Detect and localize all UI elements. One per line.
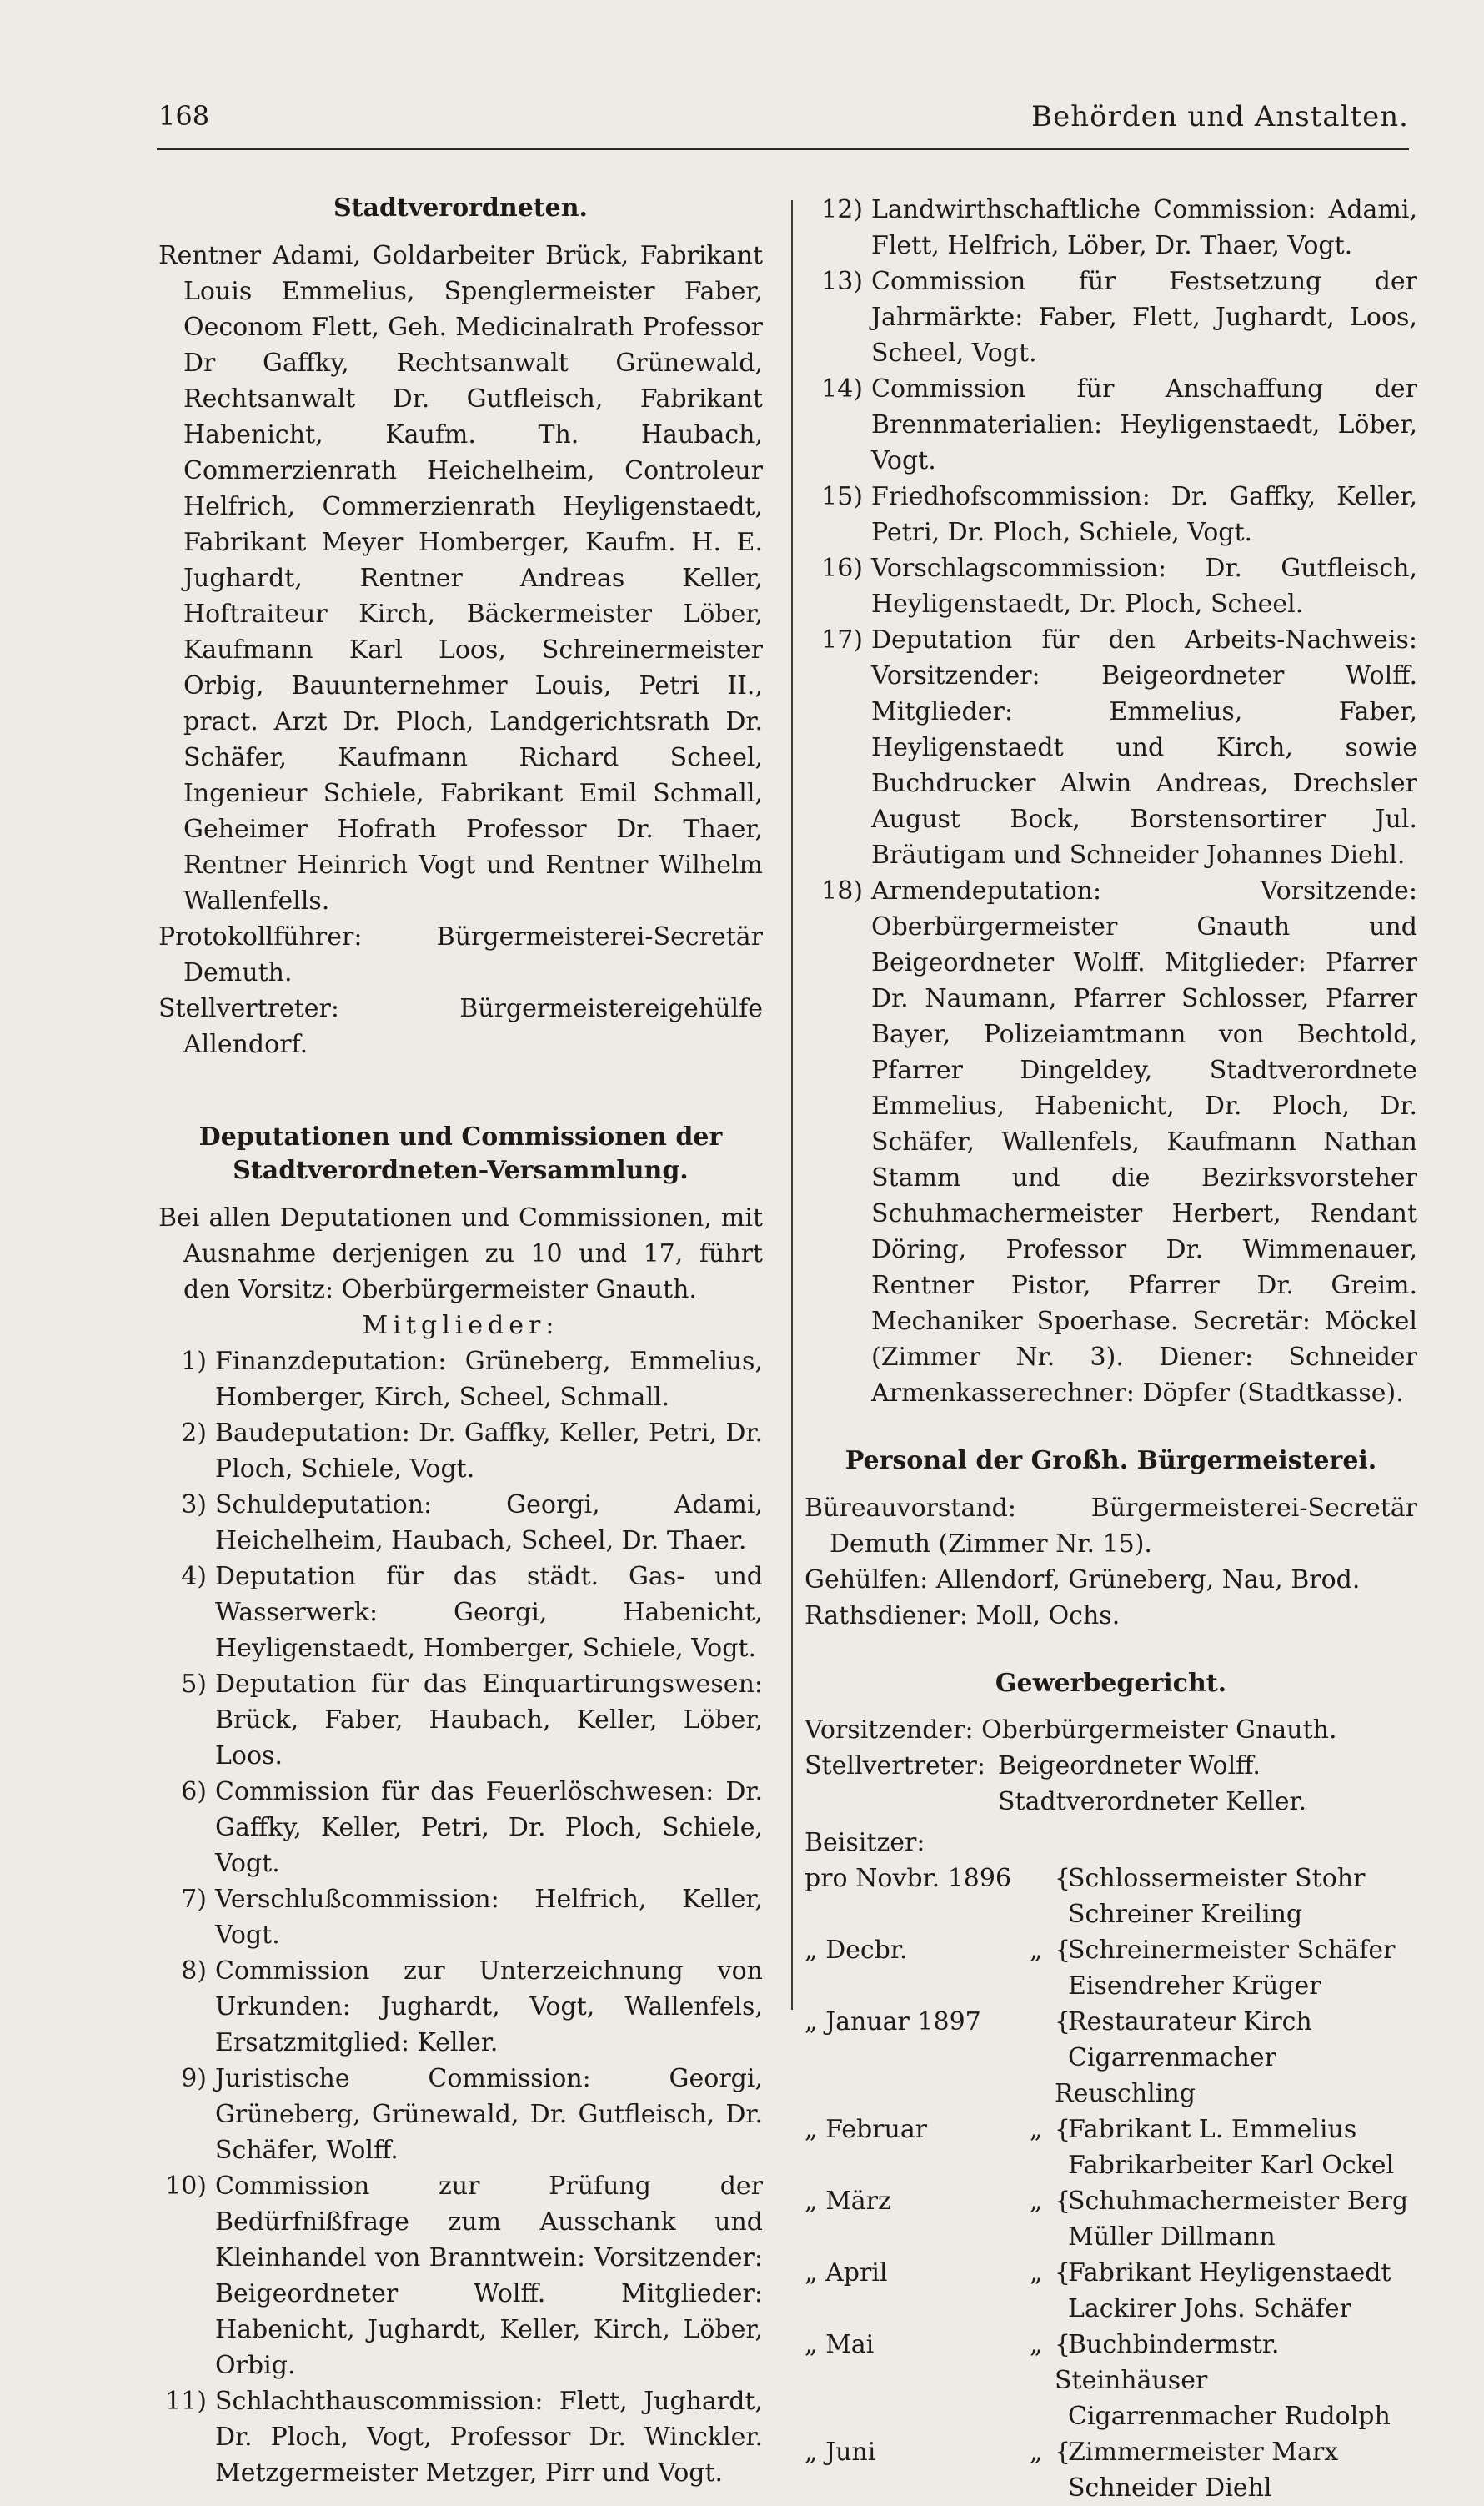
item-number: 2) bbox=[181, 1418, 207, 1448]
list-item bbox=[805, 192, 1417, 264]
deputationen-intro: Bei allen Deputationen und Commissionen, mit Ausnahme derjenigen zu 10 und 17, führt den Vorsitz: Oberbürgermeister Gnauth. bbox=[158, 1203, 763, 1304]
beisitzer-label: Beisitzer: bbox=[805, 1828, 925, 1857]
ditto-mark bbox=[1030, 2004, 1055, 2040]
list-item bbox=[158, 2383, 763, 2491]
beisitzer-person: Eisendreher Krüger bbox=[1068, 1971, 1321, 2001]
stadtverordnete-heading: Stadtverordneten. bbox=[333, 193, 588, 223]
gehuelfen: Gehülfen: Allendorf, Grüneberg, Nau, Brod. bbox=[805, 1564, 1361, 1594]
beisitzer-person: Fabrikant Heyligenstaedt bbox=[1068, 2258, 1391, 2288]
item-text: Commission für das Feuerlöschwesen: Dr. Gaffky, Keller, Petri, Dr. Ploch, Schiele, Vogt. bbox=[215, 1776, 763, 1878]
list-item bbox=[158, 2061, 763, 2168]
beisitzer-month: „ Juni bbox=[805, 2438, 876, 2467]
item-number: 13) bbox=[821, 267, 863, 296]
item-number: 4) bbox=[181, 1561, 207, 1591]
column-rule bbox=[791, 200, 793, 2010]
list-item bbox=[158, 1559, 763, 1666]
list-item bbox=[805, 873, 1417, 1411]
beisitzer-month: „ März bbox=[805, 2187, 891, 2216]
item-number: 15) bbox=[821, 482, 863, 511]
item-text: Juristische Commission: Georgi, Grüneberg, Grünewald, Dr. Gutfleisch, Dr. Schäfer, Wolff. bbox=[215, 2063, 763, 2165]
beisitzer-month: pro Novbr. 1896 bbox=[805, 1864, 1012, 1893]
item-text: Verschlußcommission: Helfrich, Keller, Vogt. bbox=[215, 1884, 763, 1950]
list-item bbox=[158, 1881, 763, 1953]
list-item bbox=[158, 1343, 763, 1415]
beisitzer-month: „ April bbox=[805, 2258, 888, 2288]
list-item bbox=[805, 264, 1417, 371]
item-number: 10) bbox=[165, 2171, 207, 2201]
beisitzer-entry: „ Januar 1897 {Restaurateur Kirch Cigarrenmacher Reuschling bbox=[805, 2004, 1417, 2112]
gewerbegericht-stellvertreter bbox=[805, 1748, 1417, 1784]
stellvertreter-1: Beigeordneter Wolff. bbox=[998, 1751, 1261, 1780]
beisitzer-month: „ Februar bbox=[805, 2115, 928, 2144]
item-number: 17) bbox=[821, 625, 863, 655]
beisitzer-month: „ Mai bbox=[805, 2330, 875, 2359]
ditto-mark: „ bbox=[1030, 2258, 1043, 2288]
item-number: 5) bbox=[181, 1669, 207, 1699]
item-text: Vorschlagscommission: Dr. Gutfleisch, Heyligenstaedt, Dr. Ploch, Scheel. bbox=[871, 554, 1417, 619]
beisitzer-person: Cigarrenmacher Rudolph bbox=[1068, 2402, 1391, 2431]
beisitzer-entry: „ Mai „ {Buchbindermstr. Steinhäuser Cigarrenmacher Rudolph bbox=[805, 2327, 1417, 2434]
beisitzer-person: Cigarrenmacher Reuschling bbox=[1055, 2043, 1276, 2108]
item-text: Commission zur Unterzeichnung von Urkunden: Jughardt, Vogt, Wallenfels, Ersatzmitglied: Keller. bbox=[215, 1956, 763, 2057]
list-item bbox=[158, 2168, 763, 2383]
personal-heading: Personal der Großh. Bürgermeisterei. bbox=[845, 1446, 1377, 1475]
list-item bbox=[805, 371, 1417, 479]
list-item bbox=[158, 1487, 763, 1559]
item-number: 1) bbox=[181, 1346, 207, 1376]
ditto-mark: „ bbox=[1030, 2187, 1043, 2216]
stellvertreter-label: Stellvertreter: bbox=[805, 1751, 986, 1780]
item-text: Commission für Festsetzung der Jahrmärkte: Faber, Flett, Jughardt, Loos, Scheel, Vogt. bbox=[871, 267, 1417, 368]
item-number: 18) bbox=[821, 876, 863, 906]
item-text: Deputation für das städt. Gas- und Wasserwerk: Georgi, Habenicht, Heyligenstaedt, Homberger, Schiele, Vogt. bbox=[215, 1561, 763, 1663]
list-item bbox=[805, 479, 1417, 550]
item-number: 16) bbox=[821, 554, 863, 583]
list-item bbox=[158, 1953, 763, 2061]
list-item bbox=[805, 550, 1417, 622]
gewerbegericht-stellvertreter-2 bbox=[805, 1784, 1417, 1820]
list-item bbox=[158, 1774, 763, 1881]
beisitzer-person: Fabrikant L. Emmelius bbox=[1068, 2115, 1357, 2144]
item-number: 11) bbox=[165, 2386, 207, 2416]
ditto-mark bbox=[1030, 1861, 1055, 1896]
running-title: Behörden und Anstalten. bbox=[1031, 100, 1409, 133]
item-text: Baudeputation: Dr. Gaffky, Keller, Petri, Dr. Ploch, Schiele, Vogt. bbox=[215, 1418, 763, 1484]
rathsdiener: Rathsdiener: Moll, Ochs. bbox=[805, 1600, 1121, 1630]
gewerbegericht-vorsitzender: Vorsitzender: Oberbürgermeister Gnauth. bbox=[805, 1715, 1337, 1745]
item-text: Deputation für das Einquartirungswesen: Brück, Faber, Haubach, Keller, Löber, Loos. bbox=[215, 1669, 763, 1770]
beisitzer-person: Restaurateur Kirch bbox=[1068, 2007, 1312, 2036]
left-column bbox=[158, 192, 763, 2491]
beisitzer-person: Schlossermeister Stohr bbox=[1068, 1864, 1366, 1893]
item-text: Commission zur Prüfung der Bedürfnißfrage zum Ausschank und Kleinhandel von Branntwein: Vorsitzender: Beigeordneter Wolff. Mitglieder: Habenicht, Jughardt, Keller, Kirch, Löber, Orbig. bbox=[215, 2171, 763, 2380]
ditto-mark: „ bbox=[1030, 2115, 1043, 2144]
beisitzer-person: Schreinermeister Schäfer bbox=[1068, 1936, 1396, 1965]
deputationen-heading bbox=[158, 1121, 763, 1188]
beisitzer-person: Buchbindermstr. Steinhäuser bbox=[1055, 2330, 1280, 2395]
item-number: 9) bbox=[181, 2063, 207, 2093]
item-number: 8) bbox=[181, 1956, 207, 1986]
item-number: 7) bbox=[181, 1884, 207, 1914]
item-number: 6) bbox=[181, 1776, 207, 1806]
beisitzer-person: Schreiner Kreiling bbox=[1068, 1900, 1303, 1929]
ditto-mark: „ bbox=[1030, 2330, 1043, 2359]
ditto-mark: „ bbox=[1030, 1936, 1043, 1965]
beisitzer-person: Müller Dillmann bbox=[1068, 2222, 1276, 2252]
bureauvorstand: Büreauvorstand: Bürgermeisterei-Secretär Demuth (Zimmer Nr. 15). bbox=[805, 1493, 1417, 1559]
item-text: Schuldeputation: Georgi, Adami, Heichelheim, Haubach, Scheel, Dr. Thaer. bbox=[215, 1489, 763, 1555]
item-text: Deputation für den Arbeits-Nachweis: Vorsitzender: Beigeordneter Wolff. Mitglieder: Emmelius, Faber, Heyligenstaedt und Kirch, sowie Buchdrucker Alwin Andreas, Drechsler August Bock, Borstensortirer Jul. Bräutigam und Schneider Johannes Diehl. bbox=[871, 625, 1417, 870]
item-number: 14) bbox=[821, 374, 863, 404]
list-item bbox=[158, 1415, 763, 1487]
beisitzer-entry: pro Novbr. 1896 {Schlossermeister Stohr Schreiner Kreiling bbox=[805, 1861, 1417, 1932]
item-text: Commission für Anschaffung der Brennmaterialien: Heyligenstaedt, Löber, Vogt. bbox=[871, 374, 1417, 475]
deputationen-heading-line1: Deputationen und Commissionen der bbox=[198, 1122, 723, 1152]
item-number: 3) bbox=[181, 1489, 207, 1519]
ditto-mark: „ bbox=[1030, 2438, 1043, 2467]
beisitzer-entry: „ Februar „ {Fabrikant L. Emmelius Fabrikarbeiter Karl Ockel bbox=[805, 2112, 1417, 2183]
stellvertreter: Stellvertreter: Bürgermeistereigehülfe Allendorf. bbox=[158, 993, 763, 1059]
item-number: 12) bbox=[821, 195, 863, 224]
beisitzer-person: Schuhmachermeister Berg bbox=[1068, 2187, 1409, 2216]
item-text: Schlachthauscommission: Flett, Jughardt, Dr. Ploch, Vogt, Professor Dr. Winckler. Metzgermeister Metzger, Pirr und Vogt. bbox=[215, 2386, 763, 2488]
item-text: Friedhofscommission: Dr. Gaffky, Keller, Petri, Dr. Ploch, Schiele, Vogt. bbox=[871, 482, 1417, 547]
protokollfuehrer: Protokollführer: Bürgermeisterei-Secretär Demuth. bbox=[158, 922, 763, 987]
right-column bbox=[805, 192, 1417, 2506]
page-number: 168 bbox=[158, 100, 210, 132]
header-rule bbox=[157, 148, 1409, 150]
page-header bbox=[158, 100, 1409, 150]
beisitzer-entry: „ März „ {Schuhmachermeister Berg Müller Dillmann bbox=[805, 2183, 1417, 2255]
item-text: Armendeputation: Vorsitzende: Oberbürgermeister Gnauth und Beigeordneter Wolff. Mitglieder: Pfarrer Dr. Naumann, Pfarrer Schlosser, Pfarrer Bayer, Polizeiamtmann von Bechtold, Pfarrer Dingeldey, Stadtverordnete Emmelius, Habenicht, Dr. Ploch, Dr. Schäfer, Wallenfels, Kaufmann Nathan Stamm und die Bezirksvorsteher Schuhmachermeister Herbert, Rendant Döring, Professor Dr. Wimmenauer, Rentner Pistor, Pfarrer Dr. Greim. Mechaniker Spoerhase. Secretär: Möckel (Zimmer Nr. 3). Diener: Schneider Armenkasserechner: Döpfer (Stadtkasse). bbox=[871, 876, 1417, 1408]
beisitzer-entry: „ Decbr. „ {Schreinermeister Schäfer Eisendreher Krüger bbox=[805, 1932, 1417, 2004]
item-text: Finanzdeputation: Grüneberg, Emmelius, Homberger, Kirch, Scheel, Schmall. bbox=[215, 1346, 763, 1412]
deputationen-heading-line2: Stadtverordneten-Versammlung. bbox=[233, 1156, 689, 1185]
gewerbegericht-heading: Gewerbegericht. bbox=[995, 1668, 1227, 1698]
beisitzer-person: Zimmermeister Marx bbox=[1068, 2438, 1339, 2467]
mitglieder-label: Mitglieder: bbox=[362, 1310, 559, 1340]
beisitzer-person: Fabrikarbeiter Karl Ockel bbox=[1068, 2151, 1395, 2180]
beisitzer-month: „ Decbr. bbox=[805, 1936, 908, 1965]
list-item bbox=[805, 622, 1417, 873]
item-text: Landwirthschaftliche Commission: Adami, Flett, Helfrich, Löber, Dr. Thaer, Vogt. bbox=[871, 195, 1417, 260]
stadtverordnete-members: Rentner Adami, Goldarbeiter Brück, Fabrikant Louis Emmelius, Spenglermeister Faber, Oeconom Flett, Geh. Medicinalrath Professor Dr Gaffky, Rechtsanwalt Grünewald, Rechtsanwalt Dr. Gutfleisch, Fabrikant Habenicht, Kaufm. Th. Haubach, Commerzienrath Heichelheim, Controleur Helfrich, Commerzienrath Heyligenstaedt, Fabrikant Meyer Homberger, Kaufm. H. E. Jughardt, Rentner Andreas Keller, Hoftraiteur Kirch, Bäckermeister Löber, Kaufmann Karl Loos, Schreinermeister Orbig, Bauunternehmer Louis, Petri II., pract. Arzt Dr. Ploch, Landgerichtsrath Dr. Schäfer, Kaufmann Richard Scheel, Ingenieur Schiele, Fabrikant Emil Schmall, Geheimer Hofrath Professor Dr. Thaer, Rentner Heinrich Vogt und Rentner Wilhelm Wallenfells. bbox=[158, 240, 763, 916]
beisitzer-entry: „ April „ {Fabrikant Heyligenstaedt Lackirer Johs. Schäfer bbox=[805, 2255, 1417, 2327]
beisitzer-person: Schneider Diehl bbox=[1068, 2473, 1272, 2503]
beisitzer-month: „ Januar 1897 bbox=[805, 2007, 981, 2036]
beisitzer-person: Lackirer Johs. Schäfer bbox=[1068, 2294, 1351, 2323]
beisitzer-entry: „ Juni „ {Zimmermeister Marx Schneider Diehl bbox=[805, 2434, 1417, 2506]
stellvertreter-2: Stadtverordneter Keller. bbox=[998, 1787, 1307, 1816]
list-item bbox=[158, 1666, 763, 1774]
